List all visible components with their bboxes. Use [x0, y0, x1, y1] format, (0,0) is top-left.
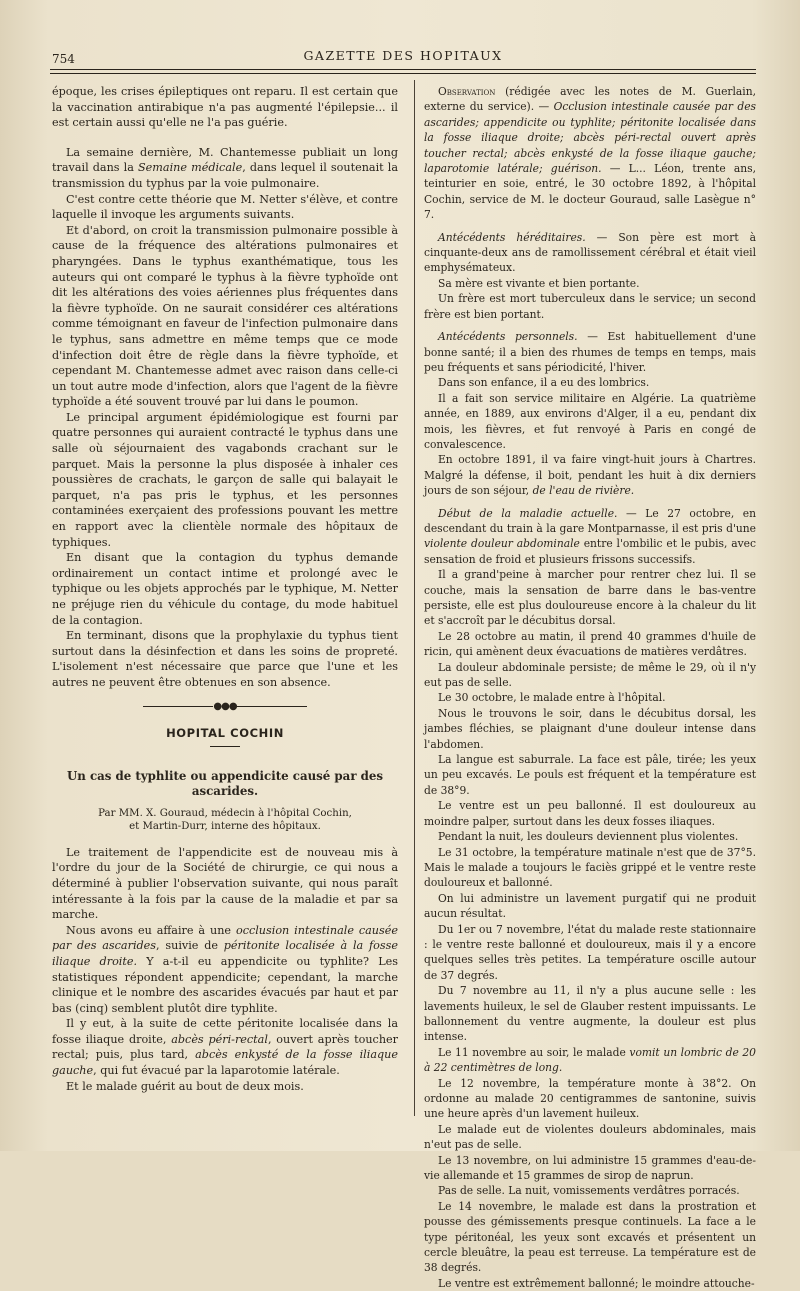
- paragraph: Du 1er ou 7 novembre, l'état du malade reste stationnaire : le ventre reste ballonné et douloureux, mais il y a encore quelques selles très petites. La température oscille autour de 37 degrés.: [424, 922, 756, 982]
- article-title: Un cas de typhlite ou appendicite causé par des ascarides.: [66, 768, 384, 798]
- paragraph: La douleur abdominale persiste; de même le 29, où il n'y eut pas de selle.: [424, 660, 756, 690]
- paragraph: C'est contre cette théorie que M. Netter s'élève, et contre laquelle il invoque les arguments suivants.: [52, 192, 398, 222]
- section-ornament: ●●●: [52, 699, 398, 715]
- paragraph: Il a grand'peine à marcher pour rentrer chez lui. Il se couche, mais la sensation de barre dans le bas-ventre persiste, elle est plus douloureuse encore à la chaleur du lit et s'accroît par le décubitus dorsal.: [424, 568, 756, 628]
- paragraph: Et d'abord, on croit la transmission pulmonaire possible à cause de la fréquence des altérations pulmonaires et pharyngées. Dans le typhus exanthématique, tous les auteurs qui ont comparé le typhus à la fièvre typhoïde ont dit les altérations des voies aériennes plus fréquentes dans la fièvre typhoïde. On ne saurait considérer ces altérations comme témoignant en faveur de l'infection pulmonaire dans le typhus, sans admettre en même temps que ce mode d'infection doit être de règle dans la fièvre typhoïde, et cependant M. Chantemesse admet avec raison dans celle-ci un tout autre mode d'infection, alors que l'agent de la fièvre typhoïde a été souvent trouvé par lui dans le poumon.: [52, 223, 398, 409]
- left-column: [52, 84, 398, 1094]
- paragraph: Antécédents personnels. — Est habituellement d'une bonne santé; il a bien des rhumes de temps en temps, mais peu fréquents et sans périodicité, l'hiver.: [424, 330, 757, 374]
- paragraph: En terminant, disons que la prophylaxie du typhus tient surtout dans la désinfection et dans les soins de propreté. L'isolement n'est nécessaire que parce que l'une et les autres ne peuvent être obtenues en son absence.: [52, 629, 398, 689]
- paragraph: Sa mère est vivante et bien portante.: [438, 276, 640, 290]
- paragraph: Du 7 novembre au 11, il n'y a plus aucune selle : les lavements huileux, le sel de Glauber restent impuissants. Le ballonnement du ventre augmente, la douleur est plus intense.: [424, 984, 756, 1044]
- paragraph: Un frère est mort tuberculeux dans le service; un second frère est bien portant.: [424, 292, 756, 321]
- paragraph: Pas de selle. La nuit, vomissements verdâtres porracés.: [438, 1184, 740, 1198]
- paragraph: Il y eut, à la suite de cette péritonite localisée dans la fosse iliaque droite, abcès péri-rectal, ouvert après toucher rectal; puis, plus tard, abcès enkysté de la fosse iliaque gauche, qui fut évacué par la laparotomie latérale.: [52, 1017, 398, 1078]
- paragraph: Début de la maladie actuelle. — Le 27 octobre, en descendant du train à la gare Montparnasse, il est pris d'une violente douleur abdominale entre l'ombilic et le pubis, avec sensation de froid et plusieurs frissons successifs.: [424, 506, 756, 566]
- column-separator: [414, 80, 415, 1116]
- paragraph: La langue est saburrale. La face est pâle, tirée; les yeux un peu excavés. Le pouls est fréquent et la température est de 38°9.: [424, 753, 756, 797]
- right-column: [424, 84, 756, 1291]
- paragraph: Le 28 octobre au matin, il prend 40 grammes d'huile de ricin, qui amènent deux évacuations de matières verdâtres.: [424, 629, 756, 659]
- paragraph: Antécédents héréditaires. — Son père est mort à cinquante-deux ans de ramollissement cérébral et était vieil emphysémateux.: [424, 230, 756, 275]
- paragraph: Et le malade guérit au bout de deux mois.: [66, 1079, 304, 1093]
- paragraph: Le 11 novembre au soir, le malade vomit un lombric de 20 à 22 centimètres de long.: [424, 1045, 756, 1075]
- paragraph: On lui administre un lavement purgatif qui ne produit aucun résultat.: [424, 891, 756, 921]
- running-title: GAZETTE DES HOPITAUX: [303, 48, 503, 63]
- paragraph: La semaine dernière, M. Chantemesse publiait un long travail dans la Semaine médicale, dans lequel il soutenait la transmission du typhus par la voie pulmonaire.: [52, 145, 398, 190]
- paragraph: Nous le trouvons le soir, dans le décubitus dorsal, les jambes fléchies, se plaignant d'une douleur intense dans l'abdomen.: [424, 706, 756, 751]
- paragraph: Dans son enfance, il a eu des lombrics.: [438, 376, 650, 390]
- paragraph: Le 12 novembre, la température monte à 38°2. On ordonne au malade 20 centigrammes de santonine, suivis une heure après d'un lavement huileux.: [424, 1076, 756, 1121]
- section-heading: HOPITAL COCHIN: [166, 726, 284, 741]
- paragraph: Nous avons eu affaire à une occlusion intestinale causée par des ascarides, suivie de péritonite localisée à la fosse iliaque droite. Y a-t-il eu appendicite ou typhlite? Les statistiques répondent appendicite; cependant, la marche clinique et le nombre des ascarides évacués par haut et par bas (cinq) semblent plutôt dire typhlite.: [52, 923, 398, 1015]
- heading-rule: [210, 746, 240, 747]
- paragraph: Le ventre est extrêmement ballonné; le moindre attouche-: [438, 1276, 755, 1290]
- paragraph: Il a fait son service militaire en Algérie. La quatrième année, en 1889, aux environs d'Alger, il a eu, pendant dix mois, les fièvres, et fut renvoyé à Paris en congé de convalescence.: [424, 391, 756, 451]
- paragraph: Le 30 octobre, le malade entre à l'hôpital.: [438, 691, 666, 705]
- paragraph: Le 13 novembre, on lui administre 15 grammes d'eau-de-vie allemande et 15 grammes de sirop de naprun.: [424, 1153, 756, 1183]
- article-byline: Par MM. X. Gouraud, médecin à l'hôpital Cochin, et Martin-Durr, interne des hôpitaux.: [98, 807, 352, 832]
- header-rule-thin: [50, 73, 756, 74]
- paragraph: Le traitement de l'appendicite est de nouveau mis à l'ordre du jour de la Société de chirurgie, ce qui nous a déterminé à publier l'observation suivante, qui nous paraît intéressante à la fois par la cause de la maladie et par sa marche.: [52, 845, 398, 922]
- paragraph: Le malade eut de violentes douleurs abdominales, mais n'eut pas de selle.: [424, 1122, 756, 1152]
- page-number: 754: [52, 52, 75, 66]
- paragraph: Le ventre est un peu ballonné. Il est douloureux au moindre palper, surtout dans les deux fosses iliaques.: [424, 799, 756, 828]
- page-header: [50, 40, 756, 74]
- observation-header: Observation (rédigée avec les notes de M. Guerlain, externe du service). — Occlusion intestinale causée par des ascarides; appendicite ou typhlite; péritonite localisée dans la fosse iliaque droite; abcès péri-rectal ouvert après toucher rectal; abcès enkysté de la fosse iliaque gauche; laparotomie latérale; guérison. — L... Léon, trente ans, teinturier en soie, entré, le 30 octobre 1892, à l'hôpital Cochin, service de M. le docteur Gouraud, salle Lasègue n° 7.: [424, 85, 757, 222]
- paragraph: époque, les crises épileptiques ont reparu. Il est certain que la vaccination antirabique n'a pas augmenté l'épilepsie... il est certain aussi qu'elle ne l'a pas guérie.: [52, 85, 398, 130]
- header-rule-thick: [50, 69, 756, 70]
- paragraph: Le 14 novembre, le malade est dans la prostration et pousse des gémissements presque continuels. La face a le type péritonéal, les yeux sont excavés et présentent un cercle bleuâtre, la peau est terreuse. La température est de 38 degrés.: [424, 1199, 756, 1275]
- paragraph: En octobre 1891, il va faire vingt-huit jours à Chartres. Malgré la défense, il boit, pendant les huit à dix derniers jours de son séjour, de l'eau de rivière.: [424, 453, 756, 498]
- paragraph: En disant que la contagion du typhus demande ordinairement un contact intime et prolongé avec le typhique ou les objets approchés par le typhique, M. Netter ne préjuge rien du véhicule du contage, du mode habituel de la contagion.: [52, 551, 398, 627]
- paragraph: Le 31 octobre, la température matinale n'est que de 37°5. Mais le malade a toujours le faciès grippé et le ventre reste douloureux et ballonné.: [424, 845, 756, 890]
- paragraph: Pendant la nuit, les douleurs deviennent plus violentes.: [438, 830, 739, 844]
- paragraph: Le principal argument épidémiologique est fourni par quatre personnes qui auraient contracté le typhus dans une salle où séjournaient des vagabonds crachant sur le parquet. Mais la personne la plus disposée à inhaler ces poussières de crachats, le garçon de salle qui balayait le parquet, n'a pas pris le typhus, et les personnes contaminées exerçaient des professions pouvant les mettre en rapport avec la clientèle normale des hôpitaux de typhiques.: [52, 410, 398, 549]
